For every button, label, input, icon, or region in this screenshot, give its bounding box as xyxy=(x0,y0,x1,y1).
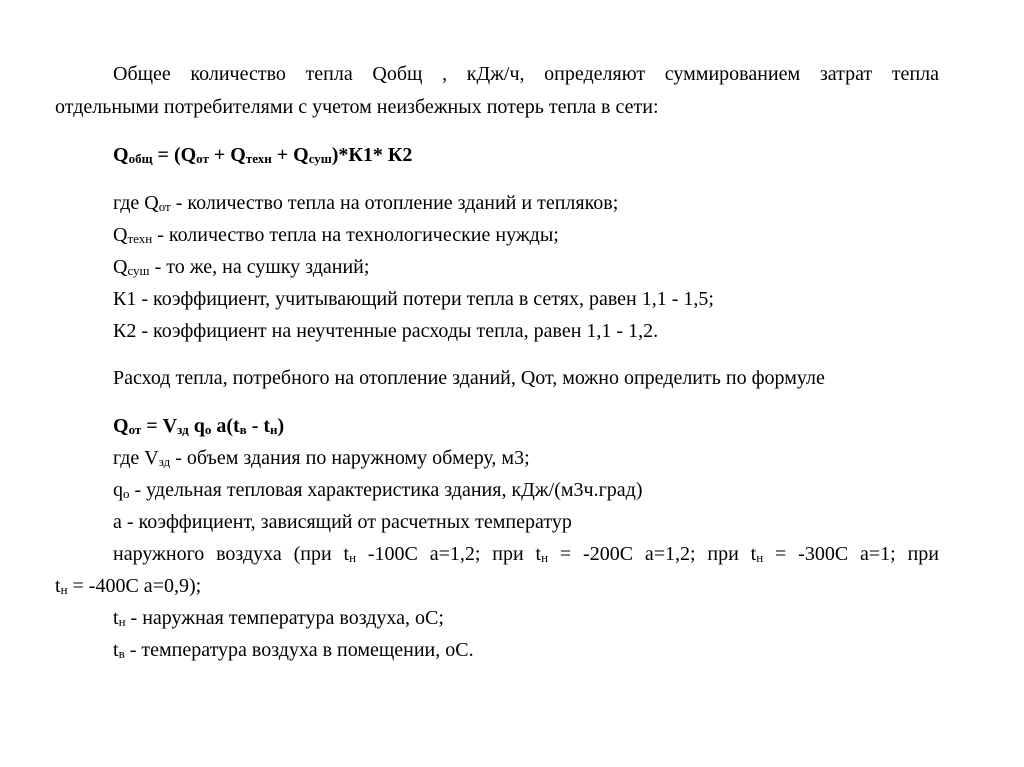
definition-text: - наружная температура воздуха, оС; xyxy=(125,607,444,629)
formula-part: q xyxy=(188,415,205,437)
definition-text: -100С а=1,2; при t xyxy=(356,543,542,565)
definition-subscript: н xyxy=(60,582,68,597)
formula-part: = V xyxy=(141,415,178,437)
definition-text: = -400С а=0,9); xyxy=(67,575,202,597)
definition-text: наружного воздуха (при t xyxy=(113,543,350,565)
formula-part: )*К1* К2 xyxy=(331,144,413,166)
formula-subscript: от xyxy=(196,151,209,166)
definition-prefix: где Q xyxy=(113,192,159,214)
formula-subscript: техн xyxy=(245,151,272,166)
formula-subscript: от xyxy=(128,422,142,437)
definition-t-v xyxy=(113,638,474,664)
definition-text: - температура воздуха в помещении, оС. xyxy=(124,639,474,661)
formula-heating xyxy=(113,414,284,440)
definition-text: - количество тепла на технологические нужды; xyxy=(152,224,559,246)
formula-part: + Q xyxy=(208,144,246,166)
definition-subscript: зд xyxy=(158,454,171,469)
definition-q-o xyxy=(113,478,643,504)
definition-subscript: н xyxy=(118,614,126,629)
definition-subscript: суш xyxy=(127,263,150,278)
formula-subscript: суш xyxy=(308,151,332,166)
definition-subscript: н xyxy=(349,550,357,565)
definition-text: = -200С а=1,2; при t xyxy=(548,543,757,565)
definition-prefix: t xyxy=(113,607,119,629)
definition-k2: К2 - коэффициент на неучтенные расходы тепла, равен 1,1 - 1,2. xyxy=(113,320,659,342)
formula-part: = (Q xyxy=(152,144,197,166)
definition-a: а - коэффициент, зависящий от расчетных температур xyxy=(113,511,572,533)
formula-subscript: н xyxy=(270,422,278,437)
formula-part: - t xyxy=(246,415,271,437)
definition-a-values-cont xyxy=(55,574,201,600)
heating-intro: Расход тепла, потребного на отопление зданий, Qот, можно определить по формуле xyxy=(113,367,825,389)
definition-k1: К1 - коэффициент, учитывающий потери тепла в сетях, равен 1,1 - 1,5; xyxy=(113,288,714,310)
definition-subscript: техн xyxy=(127,231,153,246)
formula-total-heat xyxy=(113,143,412,169)
definition-subscript: в xyxy=(118,646,125,661)
definition-prefix: q xyxy=(113,479,123,501)
definition-prefix: где V xyxy=(113,447,159,469)
definition-subscript: от xyxy=(158,199,171,214)
definition-text: - количество тепла на отопление зданий и тепляков; xyxy=(170,192,619,214)
formula-part: Q xyxy=(113,415,129,437)
definition-q-dry xyxy=(113,255,369,281)
definition-prefix: Q xyxy=(113,224,128,246)
formula-part: ) xyxy=(277,415,285,437)
definition-subscript: о xyxy=(123,486,130,501)
formula-subscript: зд xyxy=(177,422,189,437)
definition-prefix: t xyxy=(55,575,61,597)
formula-part: a(t xyxy=(211,415,240,437)
intro-line-2: отдельными потребителями с учетом неизбежных потерь тепла в сети: xyxy=(55,96,659,118)
definition-a-values xyxy=(113,542,939,568)
definition-t-n xyxy=(113,606,444,632)
formula-part: Q xyxy=(113,144,129,166)
definition-text: = -300С а=1; при xyxy=(763,543,939,565)
definition-subscript: н xyxy=(541,550,549,565)
definition-text: - то же, на сушку зданий; xyxy=(149,256,370,278)
intro-line-1: Общее количество тепла Qобщ , кДж/ч, определяют суммированием затрат тепла xyxy=(113,63,939,85)
formula-subscript: о xyxy=(204,422,212,437)
definition-subscript: н xyxy=(756,550,764,565)
definition-prefix: Q xyxy=(113,256,128,278)
definition-text: - объем здания по наружному обмеру, м3; xyxy=(170,447,530,469)
definition-v-zd xyxy=(113,446,530,472)
definition-prefix: t xyxy=(113,639,119,661)
definition-q-tech xyxy=(113,223,559,249)
definition-q-ot xyxy=(113,191,618,217)
formula-subscript: в xyxy=(239,422,247,437)
formula-part: + Q xyxy=(271,144,309,166)
definition-text: - удельная тепловая характеристика здания, кДж/(м3ч.град) xyxy=(129,479,643,501)
formula-subscript: общ xyxy=(128,151,153,166)
